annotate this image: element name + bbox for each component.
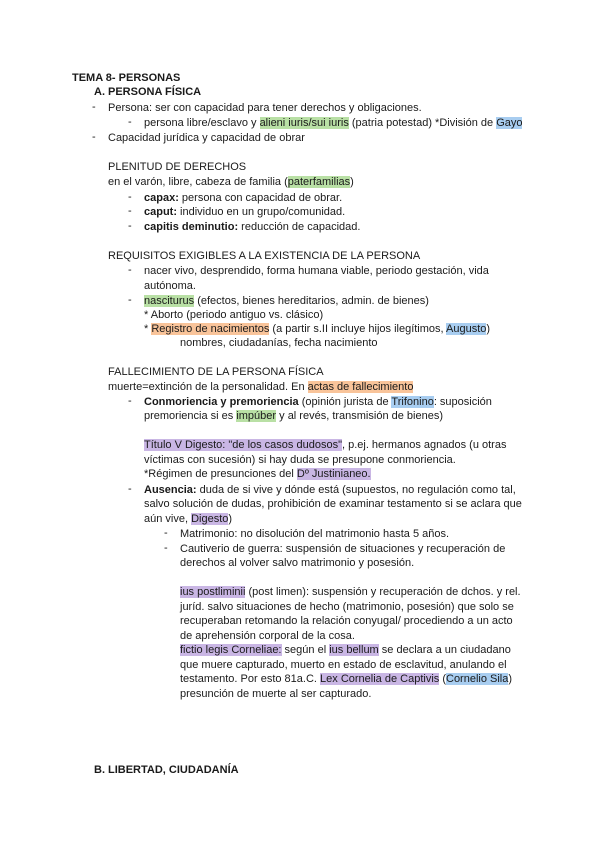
highlight-green: paterfamilias [287,176,351,188]
highlight-purple: Digesto [191,513,229,525]
text-line: persona libre/esclavo y alieni iuris/sui iuris (patria potestad) *División de Gayo [144,117,523,129]
text-line: ius postliminii (post limen): suspensión y recuperación de dchos. y rel. [180,586,521,598]
highlight-green: impúber [236,410,277,422]
bullet-dash: - [128,205,132,217]
text-line: que muere capturado, muerto en estado de esclavitud, anulando el [180,659,507,671]
text-line: fictio legis Corneliae: según el ius bellum se declara a un ciudadano [180,644,511,656]
text-line: Conmoriencia y premoriencia (opinión jurista de Trifonino: suposición [144,396,492,408]
text-line: juríd. salvo situaciones de hecho (matrimonio, posesión) que solo se [180,601,514,613]
subheading: REQUISITOS EXIGIBLES A LA EXISTENCIA DE LA PERSONA [108,250,421,262]
highlight-blue: Cornelio Sila [446,673,509,685]
highlight-orange: Registro de nacimientos [151,323,270,335]
text-line: derechos al volver salvo matrimonio y posesión. [180,557,415,569]
highlight-purple: ius postliminii [180,586,246,598]
highlight-green: nasciturus [144,295,195,307]
text-line: capax: persona con capacidad de obrar. [144,192,343,204]
text-line: Cautiverio de guerra: suspensión de situaciones y recuperación de [180,543,506,555]
text-line: salvo solución de dudas, prohibición de examinar testamento si se aclara que [144,498,522,510]
bullet-dash: - [164,542,168,554]
text-line: caput: individuo en un grupo/comunidad. [144,206,346,218]
text-line: * Registro de nacimientos (a partir s.II incluye hijos ilegítimos, Augusto) [144,323,491,335]
bullet-dash: - [128,395,132,407]
section-b-letter: B. [94,764,105,776]
highlight-orange: actas de fallecimiento [307,381,414,393]
text-line: testamento. Por esto 81a.C. Lex Cornelia de Captivis (Cornelio Sila) [180,673,513,685]
bullet-dash: - [92,101,96,113]
text-line: aún vive, Digesto) [144,513,233,525]
highlight-green: alieni iuris/sui iuris [259,117,349,129]
text-line: Persona: ser con capacidad para tener derechos y obligaciones. [108,102,422,114]
text-line: Capacidad jurídica y capacidad de obrar [108,132,305,144]
text-line: *Régimen de presunciones del Dº Justinianeo. [144,468,371,480]
text-line: en el varón, libre, cabeza de familia (paterfamilias) [108,176,354,188]
text-line: Ausencia: duda de si vive y dónde está (supuestos, no regulación como tal, [144,484,516,496]
text-line: muerte=extinción de la personalidad. En actas de fallecimiento [108,381,414,393]
text-line: * Aborto (periodo antiguo vs. clásico) [144,309,324,321]
bullet-dash: - [164,527,168,539]
text-line: víctimas con sucesión) si hay duda se presupone conmoriencia. [144,454,456,466]
highlight-purple: Dº Justinianeo. [296,468,371,480]
page-title: TEMA 8- PERSONAS [72,72,181,84]
text-line: nacer vivo, desprendido, forma humana viable, periodo gestación, vida [144,265,489,277]
highlight-blue: Augusto [446,323,487,335]
bullet-dash: - [128,483,132,495]
section-a-letter: A. [94,86,105,98]
section-a-heading: PERSONA FÍSICA [108,86,202,98]
text-line: Título V Digesto: "de los casos dudosos", p.ej. hermanos agnados (u otras [144,439,507,451]
subheading: PLENITUD DE DERECHOS [108,161,247,173]
text-line: de aprehensión corporal de la cosa. [180,630,355,642]
section-b-heading: LIBERTAD, CIUDADANÍA [108,764,239,776]
bullet-dash: - [128,294,132,306]
text-line: capitis deminutio: reducción de capacidad. [144,221,361,233]
highlight-purple: ius bellum [329,644,379,656]
highlight-blue: Gayo [496,117,523,129]
text-line: nasciturus (efectos, bienes hereditarios, admin. de bienes) [144,295,429,307]
highlight-purple: Título V Digesto: "de los casos dudosos" [144,439,342,451]
highlight-purple: fictio legis Corneliae: [180,644,282,656]
text-line: autónoma. [144,280,196,292]
text-line: premoriencia si es impúber y al revés, transmisión de bienes) [144,410,443,422]
text-line: Matrimonio: no disolución del matrimonio hasta 5 años. [180,528,450,540]
text-line: recuperaban retomando la relación conyugal/ procediendo a un acto [180,615,513,627]
text-line: presunción de muerte al ser capturado. [180,688,372,700]
subheading: FALLECIMIENTO DE LA PERSONA FÍSICA [108,366,324,378]
bullet-dash: - [128,220,132,232]
bullet-dash: - [92,131,96,143]
bullet-dash: - [128,264,132,276]
bullet-dash: - [128,191,132,203]
highlight-blue: Trifonino [391,396,434,408]
text-line: nombres, ciudadanías, fecha nacimiento [180,337,378,349]
bullet-dash: - [128,116,132,128]
highlight-purple: Lex Cornelia de Captivis [320,673,440,685]
